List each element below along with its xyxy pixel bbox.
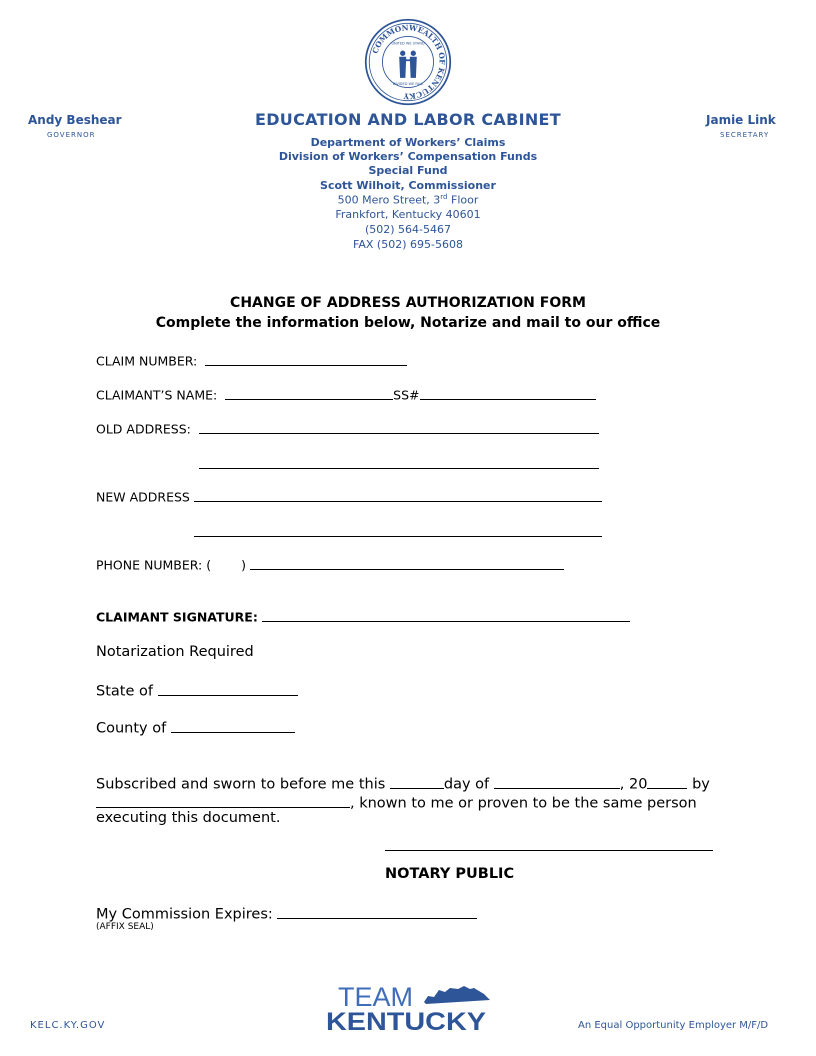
street-address: 500 Mero Street, 3rd Floor — [337, 193, 479, 207]
notary-public-label: NOTARY PUBLIC — [385, 866, 515, 882]
new-address-row — [96, 488, 602, 505]
governor-name: Andy Beshear — [28, 113, 122, 127]
old-address-label: OLD ADDRESS: — [96, 421, 191, 437]
county-field[interactable] — [171, 717, 295, 733]
logo-team-text: TEAM — [338, 982, 414, 1012]
team-kentucky-logo — [324, 980, 494, 1035]
secretary-name: Jamie Link — [706, 113, 776, 127]
website-link[interactable]: KELC.KY.GOV — [30, 1020, 106, 1031]
old-address-field-2[interactable] — [199, 454, 599, 469]
fund-name: Special Fund — [368, 164, 448, 177]
new-address-field-2[interactable] — [194, 522, 602, 537]
signature-label: CLAIMANT SIGNATURE: — [96, 609, 258, 625]
sworn-name-field[interactable] — [96, 792, 350, 808]
old-address-field-1[interactable] — [199, 420, 599, 434]
ss-number-field[interactable] — [420, 386, 596, 400]
kentucky-seal-icon — [364, 18, 452, 106]
commission-label: My Commission Expires: — [96, 906, 273, 923]
office-fax: FAX (502) 695-5608 — [353, 238, 463, 251]
signature-row — [96, 608, 630, 625]
claim-number-row — [96, 352, 407, 369]
new-address-field-1[interactable] — [194, 488, 602, 502]
claimant-name-row — [96, 386, 596, 403]
form-title: CHANGE OF ADDRESS AUTHORIZATION FORM — [230, 295, 586, 311]
equal-opportunity-statement: An Equal Opportunity Employer M/F/D — [578, 1020, 769, 1031]
secretary-title: SECRETARY — [720, 131, 770, 139]
sworn-line-1: Subscribed and sworn to before me this day of , 20 by — [96, 773, 710, 793]
new-address-label: NEW ADDRESS — [96, 489, 190, 505]
department-name: Department of Workers’ Claims — [310, 136, 506, 149]
commission-row — [96, 903, 477, 923]
phone-label-open: PHONE NUMBER: ( — [96, 557, 212, 573]
state-field[interactable] — [158, 680, 298, 696]
notary-signature-line[interactable] — [385, 850, 713, 851]
city-address: Frankfort, Kentucky 40601 — [335, 208, 481, 221]
state-label: State of — [96, 683, 153, 700]
notarization-required: Notarization Required — [96, 644, 254, 660]
kentucky-state-icon — [424, 986, 490, 1004]
division-name: Division of Workers’ Compensation Funds — [278, 150, 538, 163]
sworn-month-field[interactable] — [494, 773, 620, 789]
sworn-line-2: , known to me or proven to be the same person — [96, 792, 697, 812]
cabinet-title: EDUCATION AND LABOR CABINET — [254, 110, 561, 129]
county-label: County of — [96, 720, 167, 737]
ss-label: SS# — [393, 387, 420, 403]
phone-number-row — [96, 556, 564, 573]
claimant-name-field[interactable] — [225, 386, 393, 400]
claim-number-label: CLAIM NUMBER: — [96, 353, 198, 369]
sworn-line-3: executing this document. — [96, 810, 281, 826]
seal-text: COMMONWEALTH OF KENTUCKY — [370, 23, 447, 101]
claimant-name-label: CLAIMANT’S NAME: — [96, 387, 218, 403]
commissioner-name: Scott Wilhoit, Commissioner — [320, 179, 496, 192]
phone-label-close: ) — [241, 557, 247, 573]
phone-number-field[interactable] — [250, 556, 564, 570]
state-row — [96, 680, 298, 700]
seal-motto: UNITED WE STAND — [391, 41, 425, 46]
claim-number-field[interactable] — [205, 352, 407, 366]
sworn-year-field[interactable] — [647, 773, 687, 789]
office-phone: (502) 564-5467 — [364, 223, 452, 236]
old-address-row — [96, 420, 599, 437]
form-subtitle: Complete the information below, Notarize and mail to our office — [155, 315, 661, 331]
logo-kentucky-text: KENTUCKY — [326, 1008, 487, 1035]
seal-motto-2: DIVIDED WE FALL — [392, 81, 424, 86]
sworn-day-field[interactable] — [390, 773, 444, 789]
commission-expires-field[interactable] — [277, 903, 477, 919]
claimant-signature-field[interactable] — [262, 608, 630, 622]
governor-title: GOVERNOR — [47, 131, 96, 139]
county-row — [96, 717, 295, 737]
affix-seal-label: (AFFIX SEAL) — [96, 922, 154, 932]
